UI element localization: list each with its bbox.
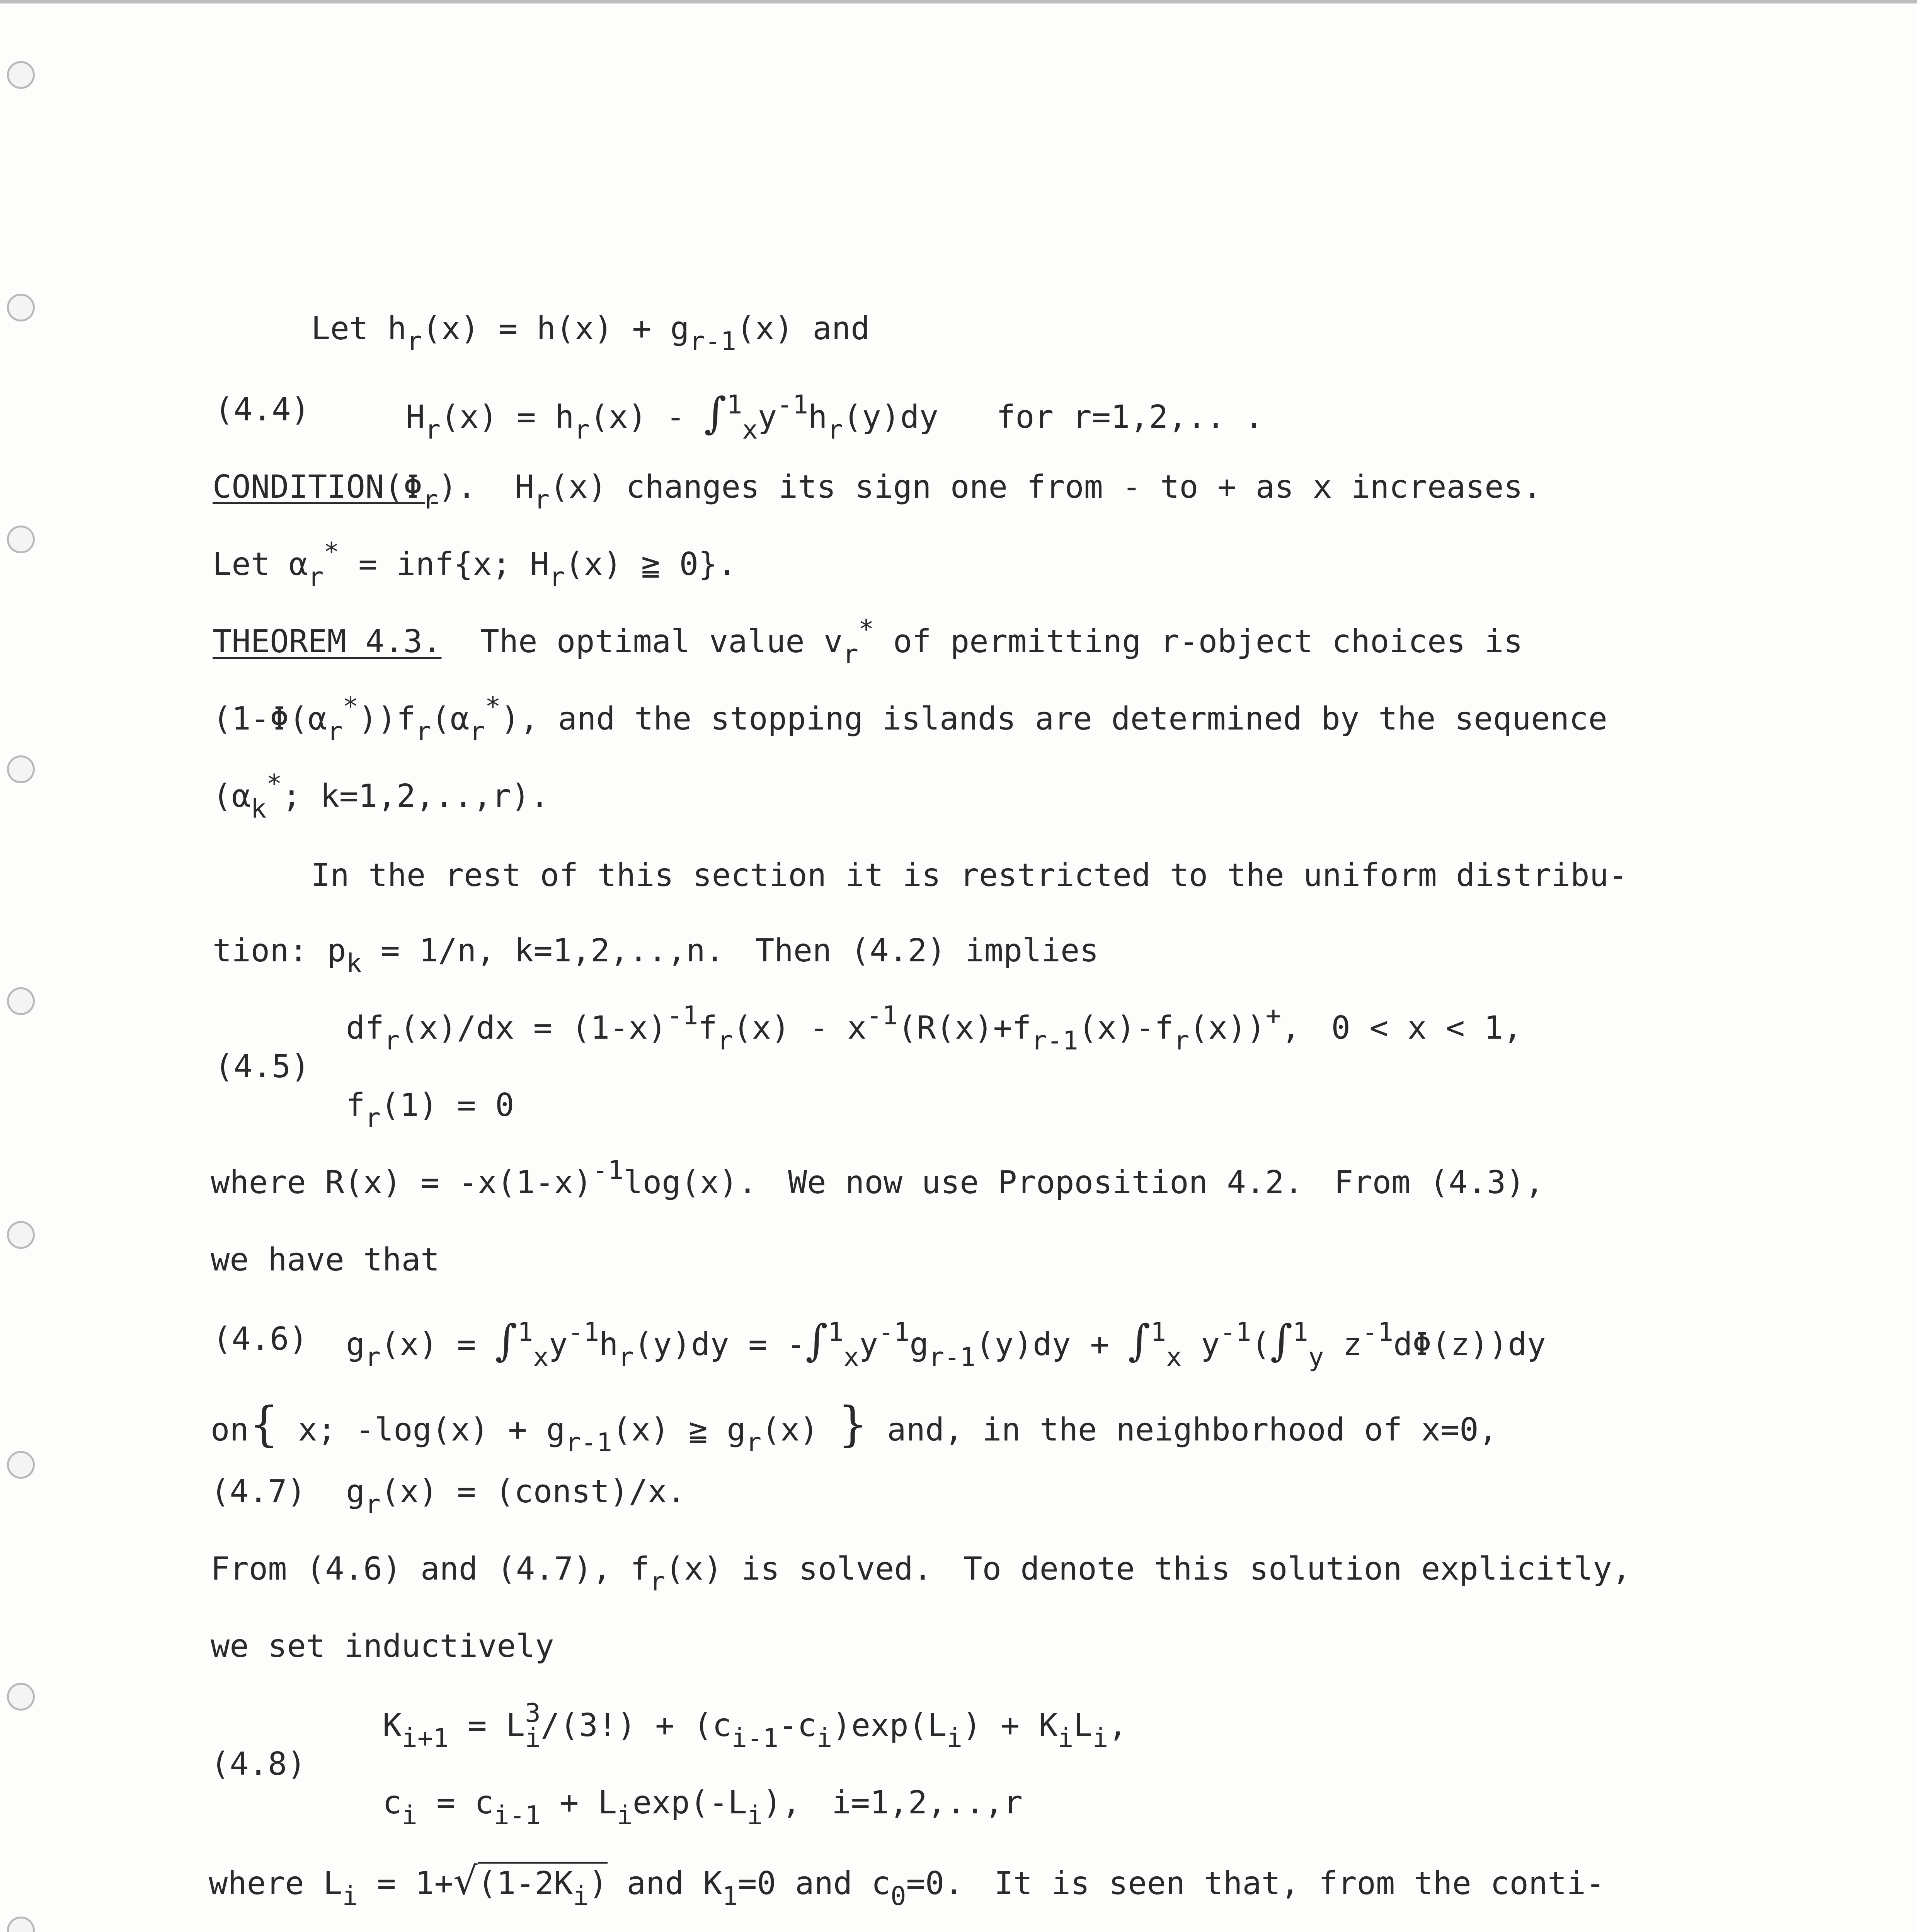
equation-number: (4.6) — [213, 1321, 308, 1357]
paragraph-line: we set inductively — [211, 1628, 554, 1665]
equation-4-5-b: $f_r(1) = 0$ — [346, 1087, 514, 1133]
paragraph-line: where $R(x) = -x(1-x)^{-1}\log(x)$. We now use Proposition 4.2. From (4.3), — [211, 1155, 1544, 1201]
integral-sign: ∫ — [1270, 1316, 1293, 1366]
equation-number: (4.5) — [215, 1048, 310, 1085]
equation-number: (4.8) — [211, 1746, 306, 1782]
equation-number: (4.4) — [215, 391, 310, 428]
equation-4-8-a: $K_{i+1} = L^3_i/(3!) + (c_{i-1}-c_i)\exp(L_i) + K_iL_i$, — [383, 1698, 1127, 1753]
equation-4-6: $g_r(x) = \int^1_xy^{-1}h_r(y)dy = -\int^1_xy^{-1}g_{r-1}(y)dy + \int^1_x$ $y^{-1}(\int^1_y$ $z^{-1}d\Phi(z))dy$ — [346, 1316, 1546, 1372]
equation-number: (4.7) — [211, 1473, 306, 1510]
equation-4-8-b: $c_i = c_{i-1} + L_i\exp(-L_i)$, i=1,2,..,r — [383, 1784, 1023, 1831]
theorem-line-3: ($\alpha_k^*$; k=1,2,..,r). — [213, 769, 549, 824]
paragraph-line: where $L_i = 1+√(1-2K_i)$ and $K_1=0$ and $c_0=0$. It is seen that, from the conti- — [209, 1859, 1605, 1912]
paragraph-line: From (4.6) and (4.7), $f_r(x)$ is solved. To denote this solution explicitly, — [211, 1551, 1631, 1597]
square-root-icon: √ — [453, 1859, 478, 1903]
definition-line: Let $h_r(x) = h(x) + g_{r-1}(x)$ and — [311, 310, 870, 357]
equation-4-4: $H_r(x) = h_r(x) - \int^1_xy^{-1}h_r(y)dy$ for r=1,2,.. . — [406, 388, 1263, 445]
theorem-heading: THEOREM 4.3. — [213, 623, 442, 660]
paragraph-line: tion: $p_k = 1/n$, k=1,2,..,n. Then (4.2) implies — [213, 932, 1099, 979]
equation-4-5-a: $df_r(x)/dx = (1-x)^{-1}f_r(x) - x^{-1}(R(x)+f_{r-1}(x)-f_r(x))^+$, 0 < x < 1, — [346, 1000, 1522, 1056]
integral-sign: ∫ — [495, 1316, 518, 1366]
integral-sign: ∫ — [805, 1316, 828, 1366]
theorem-line-1: THEOREM 4.3. The optimal value $v_r^*$ of permitting r-object choices is — [213, 614, 1523, 670]
condition-heading: $CONDITION(\Phi_r$ — [213, 469, 438, 515]
integral-sign: ∫ — [1128, 1316, 1151, 1366]
theorem-line-2: $(1-\Phi(\alpha_r^*))f_r(\alpha_r^*)$, and the stopping islands are determined by the sequence — [213, 691, 1607, 747]
paragraph-line: In the rest of this section it is restricted to the uniform distribu- — [311, 857, 1628, 894]
integral-sign: ∫ — [704, 388, 727, 438]
paragraph-line: we have that — [211, 1242, 440, 1278]
equation-4-7: $g_r(x)$ = (const)/x. — [346, 1473, 686, 1520]
set-condition-line: on{ x; $-\log(x) + g_{r-1}(x)$ ≧ $g_r(x)$ } and, in the neighborhood of x=0, — [211, 1397, 1498, 1458]
alpha-definition: Let $\alpha_r^* = inf\{x$; $H_r(x)$ ≧ 0}. — [213, 537, 737, 592]
condition-line: $CONDITION(\Phi_r)$. $H_r(x)$ changes its sign one from - to + as x increases. — [213, 469, 1542, 515]
